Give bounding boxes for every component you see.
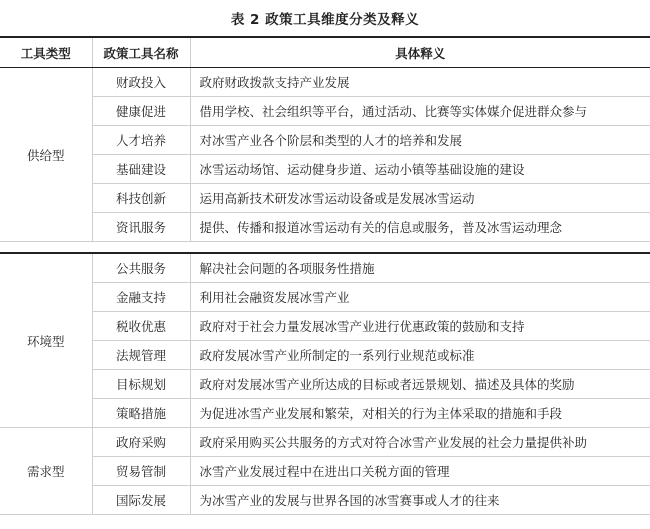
table-row [0,428,650,457]
tool-description-cell: 政府采用购买公共服务的方式对符合冰雪产业发展的社会力量提供补助 [190,428,650,457]
tool-description-cell: 对冰雪产业各个阶层和类型的人才的培养和发展 [190,126,650,155]
table-row [0,253,650,283]
table-row [0,97,650,126]
tool-description-cell: 政府发展冰雪产业所制定的一系列行业规范或标准 [190,341,650,370]
table-row [0,283,650,312]
tool-description-cell: 提供、传播和报道冰雪运动有关的信息或服务，普及冰雪运动理念 [190,213,650,242]
tool-description-cell: 为促进冰雪产业发展和繁荣，对相关的行为主体采取的措施和手段 [190,399,650,428]
tool-name-cell: 税收优惠 [92,312,190,341]
tool-name-cell: 人才培养 [92,126,190,155]
tool-name-cell: 策略措施 [92,399,190,428]
tool-type-cell: 供给型 [0,68,92,242]
table-row [0,312,650,341]
tool-name-cell: 基础建设 [92,155,190,184]
header-desc: 具体释义 [190,37,650,68]
tool-name-cell: 健康促进 [92,97,190,126]
tool-type-cell: 需求型 [0,428,92,515]
tool-description-cell: 为冰雪产业的发展与世界各国的冰雪赛事或人才的往来 [190,486,650,515]
table-row [0,341,650,370]
tool-name-cell: 法规管理 [92,341,190,370]
table-title: 表 2 政策工具维度分类及释义 [230,12,420,28]
tool-description-cell: 运用高新技术研发冰雪运动设备或是发展冰雪运动 [190,184,650,213]
table-row [0,184,650,213]
tool-name-cell: 财政投入 [92,68,190,97]
tool-name-cell: 资讯服务 [92,213,190,242]
table-row [0,457,650,486]
tool-name-cell: 金融支持 [92,283,190,312]
table-row [0,126,650,155]
tool-name-cell: 科技创新 [92,184,190,213]
header-row [0,37,650,68]
table-body [0,68,650,515]
table-row [0,68,650,97]
tool-name-cell: 目标规划 [92,370,190,399]
tool-name-cell: 国际发展 [92,486,190,515]
table-row [0,155,650,184]
table-row [0,370,650,399]
tool-description-cell: 政府对发展冰雪产业所达成的目标或者远景规划、描述及具体的奖励 [190,370,650,399]
table-row [0,399,650,428]
section-spacer [0,242,650,254]
policy-tools-table [0,36,650,515]
tool-name-cell: 贸易管制 [92,457,190,486]
tool-description-cell: 冰雪产业发展过程中在进出口关税方面的管理 [190,457,650,486]
table-row [0,486,650,515]
tool-description-cell: 政府对于社会力量发展冰雪产业进行优惠政策的鼓励和支持 [190,312,650,341]
tool-description-cell: 冰雪运动场馆、运动健身步道、运动小镇等基础设施的建设 [190,155,650,184]
header-type: 工具类型 [0,37,92,68]
tool-description-cell: 解决社会问题的各项服务性措施 [190,253,650,283]
header-name: 政策工具名称 [92,37,190,68]
table-row [0,213,650,242]
tool-type-cell: 环境型 [0,253,92,428]
tool-description-cell: 政府财政拨款支持产业发展 [190,68,650,97]
tool-description-cell: 借用学校、社会组织等平台，通过活动、比赛等实体媒介促进群众参与 [190,97,650,126]
tool-name-cell: 公共服务 [92,253,190,283]
tool-description-cell: 利用社会融资发展冰雪产业 [190,283,650,312]
tool-name-cell: 政府采购 [92,428,190,457]
